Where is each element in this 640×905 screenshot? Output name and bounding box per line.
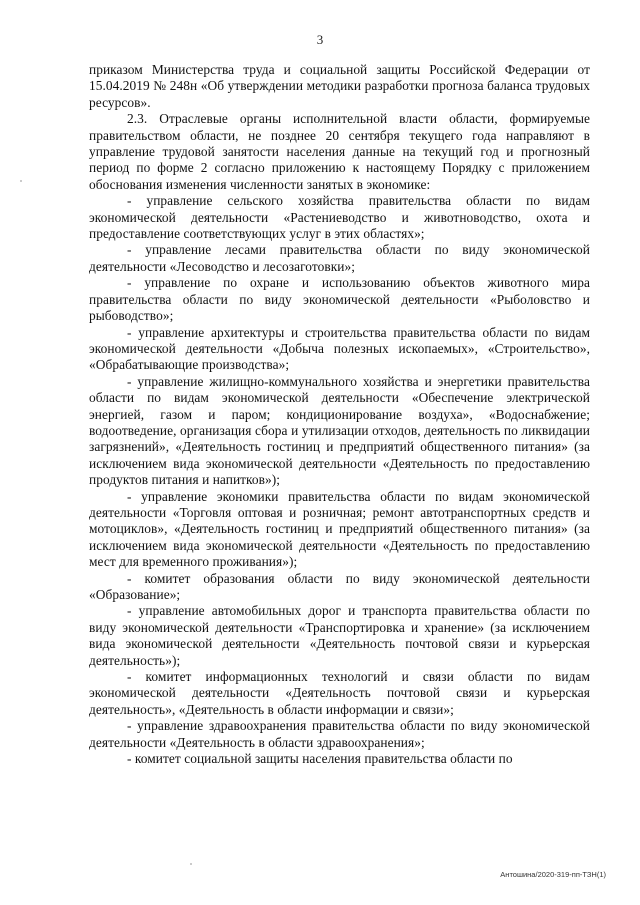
list-item-roads-transport: - управление автомобильных дорог и транспорта правительства области по виду экономической деятельности «Транспортировка и хранение» (за исключением вида экономической деятельности «Деятельность почтовой связи и курьерская деятельность»); [89, 603, 590, 668]
scan-speck [190, 863, 192, 865]
list-item-architecture: - управление архитектуры и строительства правительства области по видам экономической деятельности «Добыча полезных ископаемых», «Строительство», «Обрабатывающие производства»; [89, 324, 590, 373]
list-item-housing-energy: - управление жилищно-коммунального хозяйства и энергетики правительства области по видам экономической деятельности «Обеспечение электрической энергией, газом и паром; кондиционирование воздуха», «Водоснабжение; водоотведение, организация сбора и утилизации отходов, деятельность по ликвидации загрязнений», «Деятельность гостиниц и предприятий общественного питания» (за исключением вида экономической деятельности «Деятельность по предоставлению продуктов питания и напитков»); [89, 373, 590, 488]
list-item-social-protection: - комитет социальной защиты населения правительства области по [127, 751, 513, 767]
paragraph-order-reference: приказом Министерства труда и социальной защиты Российской Федерации от 15.04.2019 № 248н «Об утверждении методики разработки прогноза баланса трудовых ресурсов». [89, 62, 590, 110]
footer-document-code: Антошина/2020-319-пп-ТЗН(1) [500, 870, 606, 879]
paragraph-2-3: 2.3. Отраслевые органы исполнительной власти области, формируемые правительством области, не позднее 20 сентября текущего года направляют в управление трудовой занятости населения данные на текущий год и прогнозный период по форме 2 согласно приложению к настоящему Порядку с приложением обоснования изменения численности занятых в экономике: [89, 111, 590, 192]
list-item-economics: - управление экономики правительства области по видам экономической деятельности «Торговля оптовая и розничная; ремонт автотранспортных средств и мотоциклов», «Деятельность гостиниц и предприятий общественного питания» (за исключением вида экономической деятельности «Деятельность по предоставлению мест для временного проживания»); [89, 488, 590, 570]
document-body [89, 62, 590, 767]
list-item-healthcare: - управление здравоохранения правительства области по виду экономической деятельности «Деятельность в области здравоохранения»; [89, 718, 590, 750]
list-item-forestry: - управление лесами правительства области по виду экономической деятельности «Лесоводство и лесозаготовки»; [89, 242, 590, 274]
list-item-it-communications: - комитет информационных технологий и связи области по видам экономической деятельности «Деятельность почтовой связи и курьерская деятельность», «Деятельность в области информации и связи»; [89, 669, 590, 717]
list-item-agriculture: - управление сельского хозяйства правительства области по видам экономической деятельности «Растениеводство и животноводство, охота и предоставление соответствующих услуг в этих областях»; [89, 193, 590, 242]
scan-speck [20, 180, 22, 182]
list-item-education: - комитет образования области по виду экономической деятельности «Образование»; [89, 570, 590, 602]
page-number: 3 [316, 32, 324, 47]
list-item-wildlife: - управление по охране и использованию объектов животного мира правительства области по виду экономической деятельности «Рыболовство и рыбоводство»; [89, 275, 590, 324]
